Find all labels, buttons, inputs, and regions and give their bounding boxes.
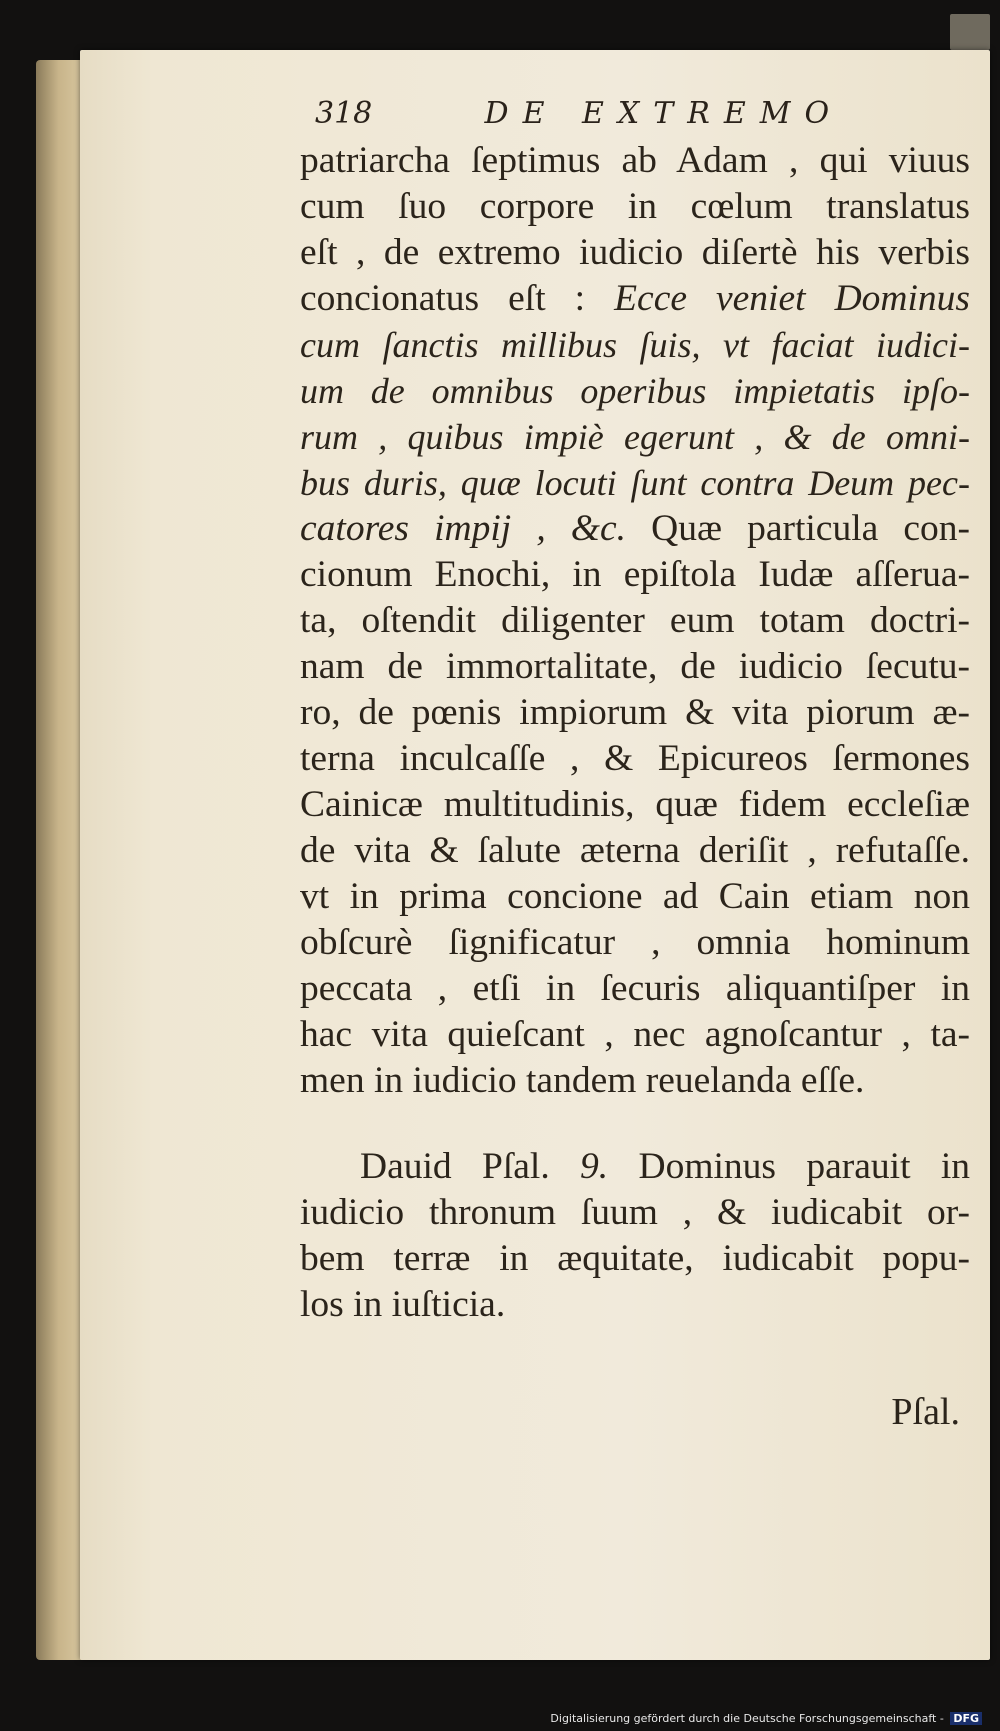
text-span-italic: Ecce veniet Dominus <box>614 278 971 319</box>
text-span: Quæ particula con- <box>651 508 971 549</box>
credit-text: Digitalisierung gefördert durch die Deutsche Forschungsgemeinschaft - <box>550 1712 944 1725</box>
page-text <box>300 138 970 1328</box>
text-line: rum , quibus impiè egerunt , & de omni- <box>300 417 970 457</box>
text-line: patriarcha ſeptimus ab Adam , qui viuus <box>300 140 970 181</box>
text-line: cum ſuo corpore in cœlum translatus <box>300 186 970 227</box>
text-line: bem terræ in æquitate, iudicabit popu- <box>300 1238 970 1279</box>
catchword: Pſal. <box>891 1391 960 1433</box>
text-span-italic: catores impij , &c. <box>300 508 626 549</box>
text-line: hac vita quieſcant , nec agnoſcantur , ta- <box>300 1014 970 1055</box>
running-head-title: DE EXTREMO <box>484 96 844 131</box>
text-line: vt in prima concione ad Cain etiam non <box>300 876 970 917</box>
text-line: obſcurè ſignificatur , omnia hominum <box>300 922 970 963</box>
text-line: cum ſanctis millibus ſuis, vt faciat iudici- <box>300 325 970 365</box>
text-span: Dauid Pſal. <box>360 1146 550 1187</box>
text-line <box>300 506 970 552</box>
text-line <box>300 276 970 322</box>
text-span: Dominus parauit in <box>638 1146 970 1187</box>
text-line: ta, oſtendit diligenter eum totam doctri- <box>300 600 970 641</box>
text-line: terna inculcaſſe , & Epicureos ſermones <box>300 738 970 779</box>
text-line: peccata , etſi in ſecuris aliquantiſper in <box>300 968 970 1009</box>
text-line: eſt , de extremo iudicio diſertè his verbis <box>300 232 970 273</box>
text-line <box>300 1144 970 1190</box>
running-head <box>315 96 975 131</box>
text-line: um de omnibus operibus impietatis ipſo- <box>300 371 970 411</box>
text-line: cionum Enochi, in epiſtola Iudæ aſſerua- <box>300 554 970 595</box>
text-span-italic: 9. <box>580 1146 609 1187</box>
dfg-logo: DFG <box>950 1712 982 1725</box>
text-line: men in iudicio tandem reuelanda eſſe. <box>300 1060 865 1101</box>
text-span: concionatus eſt : <box>300 278 586 319</box>
text-line: los in iuſticia. <box>300 1284 506 1325</box>
text-line: Cainicæ multitudinis, quæ fidem eccleſiæ <box>300 784 970 825</box>
text-line: nam de immortalitate, de iudicio ſecutu- <box>300 646 970 687</box>
text-line: bus duris, quæ locuti ſunt contra Deum pec- <box>300 463 970 503</box>
digitization-credit <box>550 1712 982 1725</box>
text-line: iudicio thronum ſuum , & iudicabit or- <box>300 1192 970 1233</box>
book-page-edge <box>36 60 86 1660</box>
paragraph-gap <box>300 1104 970 1144</box>
page-corner-tab <box>950 14 990 50</box>
page-number: 318 <box>315 96 373 131</box>
text-line: de vita & ſalute æterna deriſit , refutaſſe. <box>300 830 970 871</box>
text-line: ro, de pœnis impiorum & vita piorum æ- <box>300 692 970 733</box>
